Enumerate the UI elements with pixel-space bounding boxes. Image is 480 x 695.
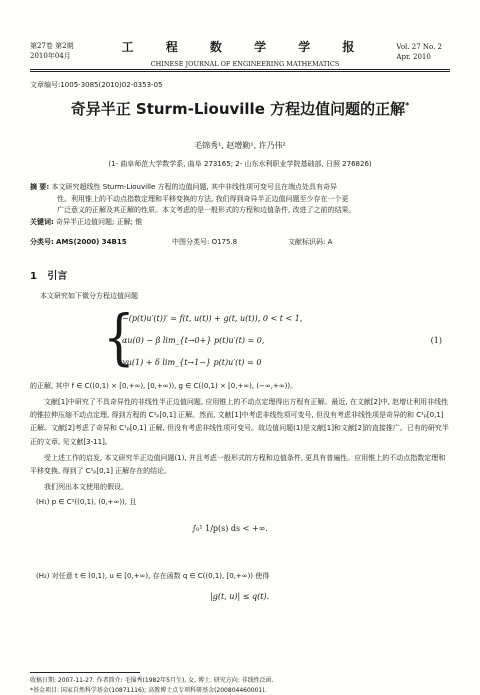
title-footnote-mark: * — [405, 101, 410, 110]
section-heading — [30, 267, 67, 282]
equation-number: (1) — [430, 336, 442, 345]
keywords-label: 关键词: — [30, 217, 54, 226]
msc-code: AMS(2000) 34B15 — [56, 238, 127, 246]
footnote-fund: *基金项目: 国家自然科学基金(10871116); 高教博士点专项科研基金(200804460001). — [30, 687, 267, 694]
abstract-block — [30, 182, 450, 228]
date-en: Apr. 2010 — [396, 53, 431, 61]
paper-title-text: 奇异半正 Sturm-Liouville 方程边值问题的正解 — [70, 100, 406, 118]
abstract-line-2: 性。利用锥上的不动点指数定理和平移变换的方法, 我们得到奇异半正边值问题至少存在一个更 — [57, 194, 349, 203]
keywords-text: 奇异半正边值问题; 正解; 锥 — [56, 217, 143, 226]
article-number: 文章编号:1005-3085(2010)02-0353-05 — [30, 81, 163, 89]
hypothesis-h2: (H₂) 对任意 t ∈ (0,1), u ∈ [0,+∞), 存在函数 q ∈ C((0,1), [0,+∞)) 使得 — [36, 572, 270, 580]
header-right — [396, 42, 442, 62]
journal-title-cn: 工 程 数 学 学 报 — [121, 40, 369, 54]
date-cn: 2010年04月 — [30, 52, 71, 60]
paragraph-1: 的正解, 其中 f ∈ C((0,1) × [0,+∞), [0,+∞)), g ∈ C((0,1) × [0,+∞), (−∞,+∞))。 — [30, 382, 298, 390]
clc-class: 中图分类号: O175.8 — [172, 238, 238, 246]
header-left — [30, 41, 74, 61]
paragraph-4: 我们列出本文使用的假设。 — [44, 483, 128, 491]
journal-title-en: CHINESE JOURNAL OF ENGINEERING MATHEMATICS — [150, 60, 340, 68]
paragraph-3: 受上述工作的启发, 本文研究半正边值问题(1), 并且考虑一般形式的方程和边值条件, 更具有普遍性。应用锥上的不动点指数定理和平移变换, 得到了 C¹ₚ[0,1] 正解存在的结论。 — [30, 454, 446, 476]
header-rule-thin — [30, 71, 450, 72]
msc-class: 分类号: AMS(2000) 34B15 — [30, 238, 127, 246]
abstract-line-1: 摘 要: 本文研究超线性 Sturm-Liouville 方程的边值问题, 其中非线性项可变号且在端点处具有奇异 — [30, 183, 337, 191]
abstract-line-3: 广泛意义的正解及其正解的性质。本文考虑的是一般形式的方程和边值条件, 改进了之前的结果。 — [57, 206, 356, 214]
paragraph-2: 文献[1]中研究了不具奇异性的非线性半正边值问题, 应用锥上的不动点定理得出方程有正解。最近, 在文献[2]中, 赵增让利用非线性的锥拉伸压缩不动点定理, 得到方程的 C¹ₚ[0,1] 正解。然而, 文献[1]中考虑非线性项可变号, 但没有考虑非线性项是奇异的和 C¹ₚ[0,1] 正解。文献[2]考虑了奇异和 C¹ₚ[0,1] 正解, 但没有考虑非线性项可变号。故边值问题(1)是文献[1]和文献[2]的直接推广。已有的研究半正的文章, 见文献[3-11]。 — [30, 398, 449, 446]
abstract-label: 摘 要: — [30, 183, 50, 191]
journal-header — [100, 38, 390, 68]
paper-title — [0, 98, 480, 119]
volume-cn: 第27卷 第2期 — [30, 42, 74, 50]
doc-code: 文献标识码: A — [288, 238, 333, 246]
footnote-rule — [30, 672, 140, 673]
intro-line: 本文研究如下微分方程边值问题 — [40, 292, 138, 300]
affiliation: (1- 曲阜师范大学数学系, 曲阜 273165; 2- 山东水利职业学院基础部, 日照 276826) — [108, 160, 372, 168]
equation-brace: { — [103, 302, 135, 372]
equation-line-2: αu(0) − β lim_{t→0+} p(t)u′(t) = 0, — [122, 336, 265, 345]
section-title: 引言 — [47, 271, 68, 282]
keywords — [30, 217, 450, 229]
hypothesis-h1: (H₁) p ∈ C¹((0,1), (0,+∞)), 且 — [36, 498, 137, 506]
section-number: 1 — [30, 271, 37, 282]
equation-line-1: −(p(t)u′(t))′ = f(t, u(t)) + g(t, u(t)), 0 < t < 1, — [122, 314, 303, 323]
h2-inequality: |g(t, u)| ≤ q(t). — [210, 592, 270, 601]
equation-line-3: γu(1) + δ lim_{t→1−} p(t)u′(t) = 0 — [122, 358, 262, 367]
integral-condition: ∫₀¹ 1/p(s) ds < +∞. — [192, 524, 268, 533]
header-rule-thick — [30, 69, 450, 70]
authors: 毛锦秀¹, 赵增勤¹, 许乃伟² — [194, 141, 286, 150]
volume-en: Vol. 27 No. 2 — [396, 43, 442, 51]
footnote-received: 收稿日期: 2007-11-27. 作者简介: 毛锦秀(1982年5月生), 女, 博士. 研究方向: 非线性泛函. — [30, 677, 274, 684]
